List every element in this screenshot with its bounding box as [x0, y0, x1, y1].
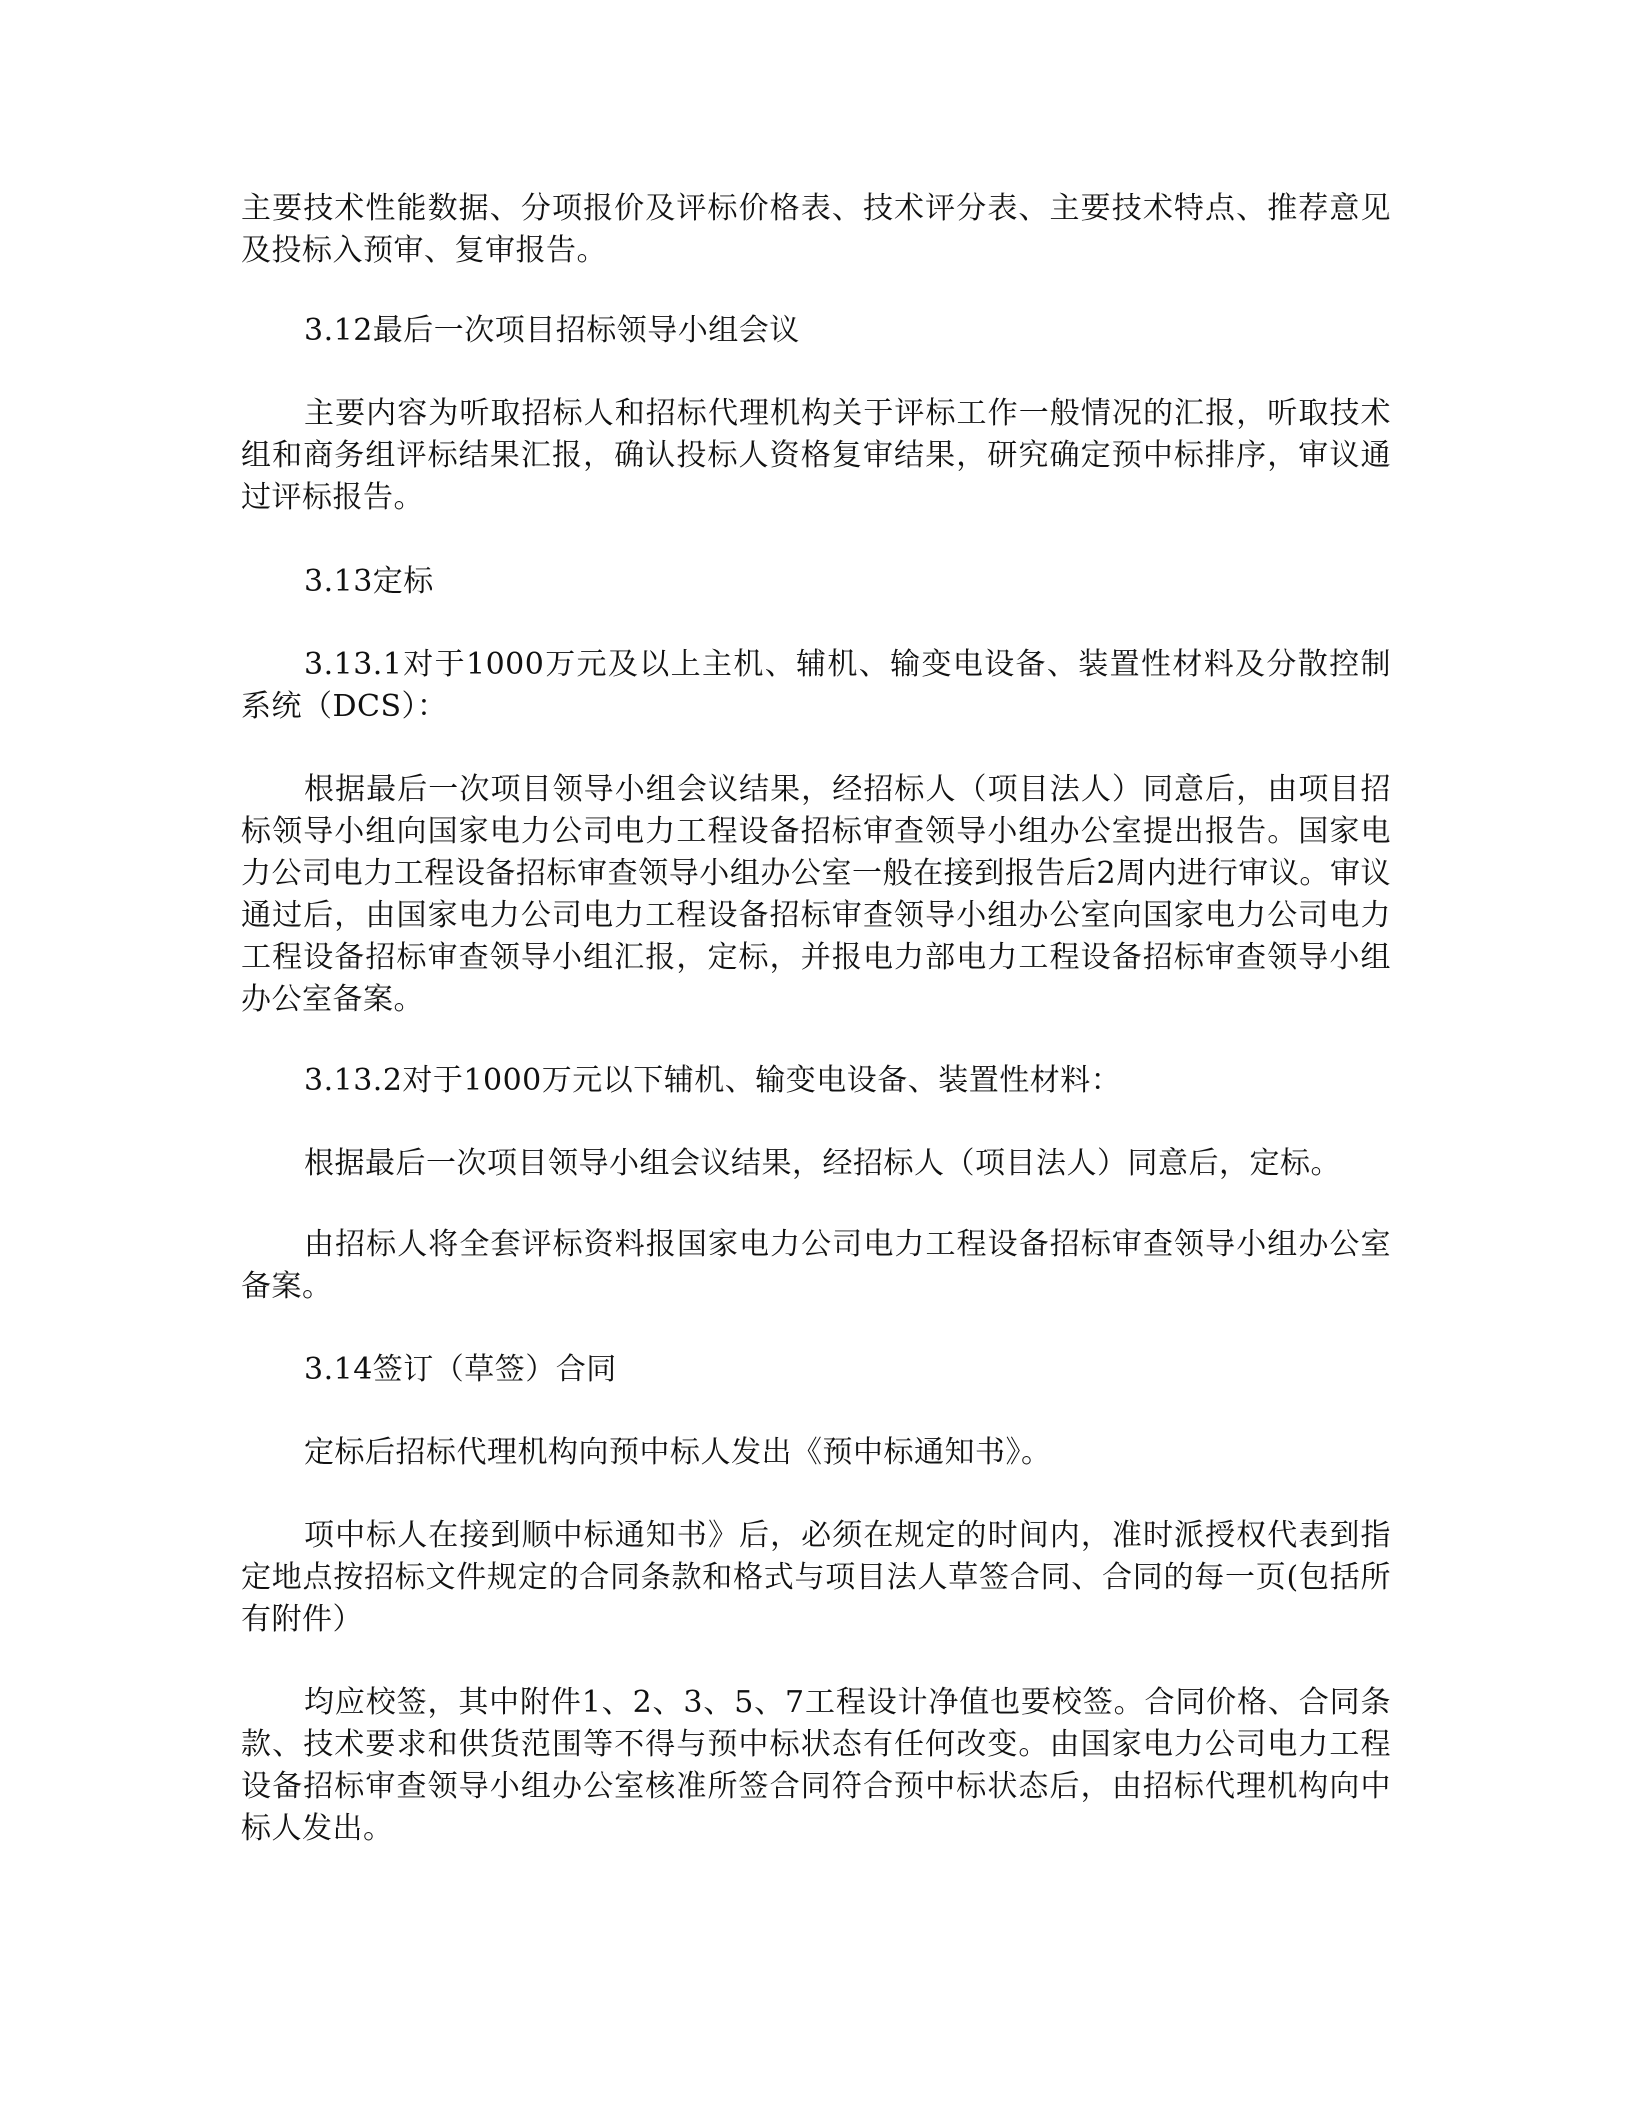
paragraph-large-contract-procedure: 根据最后一次项目领导小组会议结果，经招标人（项目法人）同意后，由项目招标领导小组向国家电力公司电力工程设备招标审查领导小组办公室提出报告。国家电力公司电力工程设备招标审查领导小组办公室一般在接到报告后2周内进行审议。审议通过后，由国家电力公司电力工程设备招标审查领导小组办公室向国家电力公司电力工程设备招标审查领导小组汇报，定标，并报电力部电力工程设备招标审查领导小组办公室备案。: [241, 772, 1391, 1017]
subsection-heading-3-13-1: 3.13.1对于1000万元及以上主机、辅机、输变电设备、装置性材料及分散控制系统（DCS）：: [241, 647, 1391, 724]
paragraph-contract-signing: 项中标人在接到顺中标通知书》后，必须在规定的时间内，准时派授权代表到指定地点按招标文件规定的合同条款和格式与项目法人草签合同、合同的每一页(包括所有附件）: [241, 1518, 1391, 1637]
subsection-heading-3-13-2: 3.13.2对于1000万元以下辅机、输变电设备、装置性材料：: [304, 1063, 1122, 1098]
paragraph-meeting-content: 主要内容为听取招标人和招标代理机构关于评标工作一般情况的汇报，听取技术组和商务组评标结果汇报，确认投标人资格复审结果，研究确定预中标排序，审议通过评标报告。: [241, 396, 1391, 515]
paragraph-filing: 由招标人将全套评标资料报国家电力公司电力工程设备招标审查领导小组办公室备案。: [241, 1227, 1391, 1304]
section-heading-3-13: 3.13定标: [304, 564, 434, 599]
section-heading-3-12: 3.12最后一次项目招标领导小组会议: [304, 313, 800, 348]
paragraph-continuation: 主要技术性能数据、分项报价及评标价格表、技术评分表、主要技术特点、推荐意见及投标入预审、复审报告。: [241, 191, 1391, 268]
section-heading-3-14: 3.14签订（草签）合同: [304, 1352, 617, 1387]
paragraph-countersign: 均应校签，其中附件1、2、3、5、7工程设计净值也要校签。合同价格、合同条款、技术要求和供货范围等不得与预中标状态有任何改变。由国家电力公司电力工程设备招标审查领导小组办公室核准所签合同符合预中标状态后，由招标代理机构向中标人发出。: [241, 1685, 1391, 1846]
paragraph-small-contract-procedure: 根据最后一次项目领导小组会议结果，经招标人（项目法人）同意后，定标。: [304, 1146, 1341, 1181]
paragraph-notice: 定标后招标代理机构向预中标人发出《预中标通知书》。: [304, 1435, 1052, 1470]
